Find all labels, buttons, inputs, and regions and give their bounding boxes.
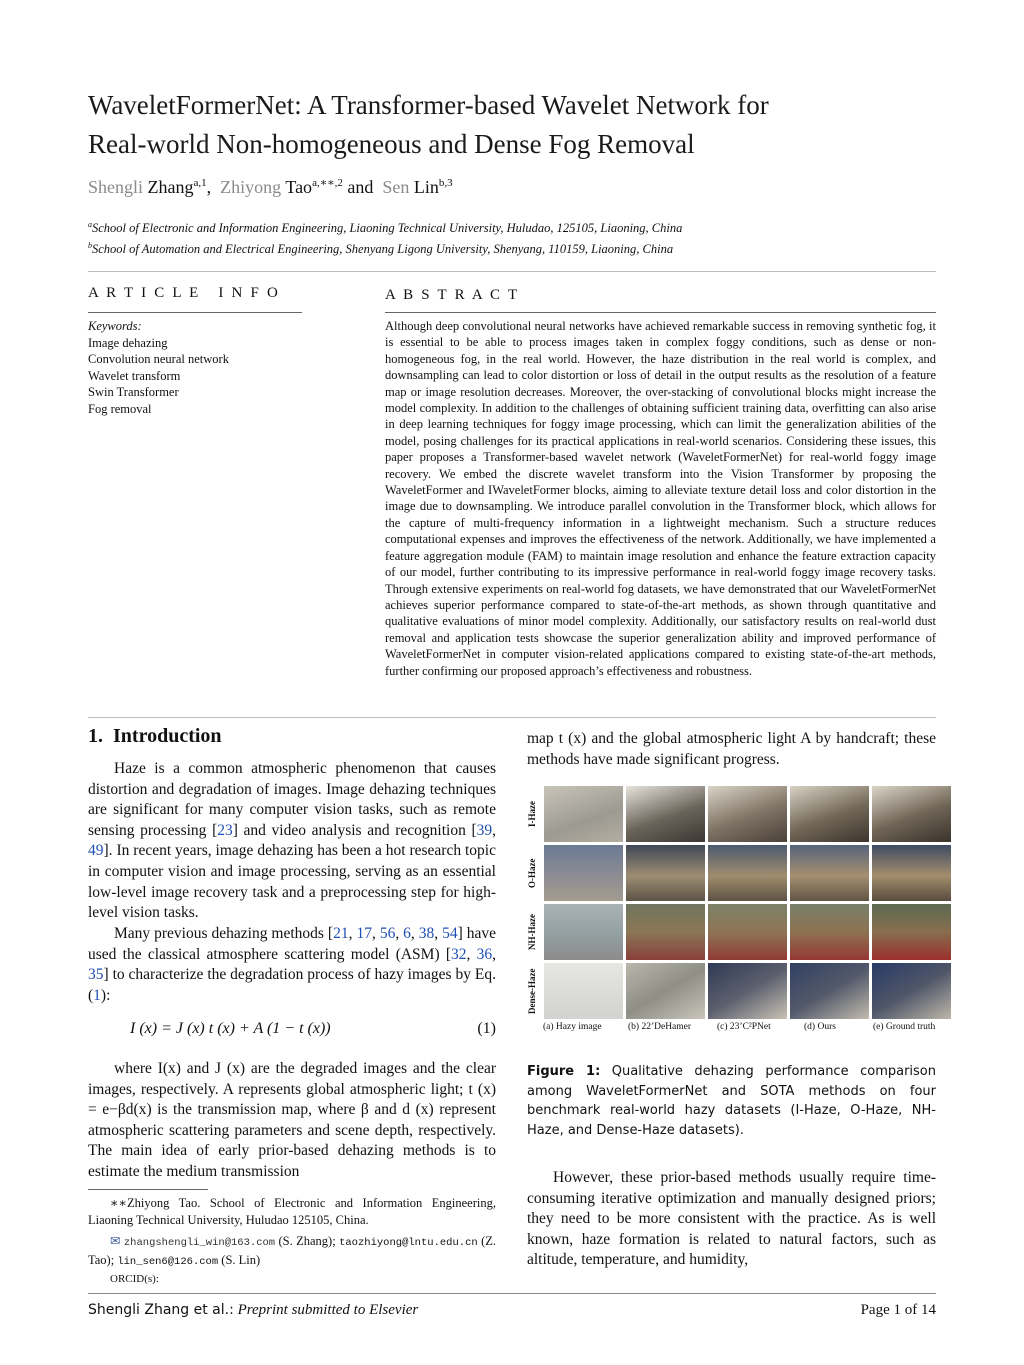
keyword: Fog removal xyxy=(88,401,152,416)
text-run: (S. Zhang); xyxy=(275,1234,340,1248)
intro-right-top: map t (x) and the global atmospheric light A by handcraft; these methods have made significant progress. xyxy=(527,730,936,768)
author-sup: a,∗∗,2 xyxy=(312,177,343,189)
footnote xyxy=(88,1195,496,1288)
text-run: Haze is a common atmospheric phenomenon that causes distortion and degradation of images. Image dehazing techniques are significant for many computer vision tasks, such as remote sensing processing [ xyxy=(88,760,496,839)
title-line-2: Real-world Non-homogeneous and Dense Fog Removal xyxy=(88,129,695,159)
c2pnet-thumb xyxy=(708,963,787,1019)
keywords-label: Keywords: xyxy=(88,319,142,333)
column-label: (b) 22’DeHamer xyxy=(628,1022,692,1032)
paper-title xyxy=(88,86,948,164)
text-run: ] to characterize the degradation process of hazy images by Eq. ( xyxy=(88,966,496,1004)
text-run: (Z. Tao); xyxy=(88,1234,496,1267)
hazy-image-thumb xyxy=(544,904,623,960)
divider xyxy=(385,312,936,313)
text-run: Many previous dehazing methods [ xyxy=(114,925,334,942)
citation-link[interactable]: 23 xyxy=(217,821,233,839)
citation-link[interactable]: 35 xyxy=(88,966,104,984)
dehamer-thumb xyxy=(626,904,705,960)
citation-link[interactable]: 17 xyxy=(356,925,372,942)
hazy-image-thumb xyxy=(544,963,623,1019)
ours-thumb xyxy=(790,904,869,960)
author-sep: , xyxy=(206,177,216,197)
envelope-icon: ✉ xyxy=(110,1234,121,1248)
column-label: (a) Hazy image xyxy=(543,1022,602,1032)
affiliation xyxy=(88,241,673,257)
keyword: Convolution neural network xyxy=(88,352,229,366)
ground-truth-thumb xyxy=(872,904,951,960)
footer-rule xyxy=(88,1293,936,1294)
affiliation-text: School of Automation and Electrical Engineering, Shenyang Ligong University, Shenyang, 110159, Liaoning, China xyxy=(92,242,674,257)
footer-author: Shengli Zhang et al.: xyxy=(88,1302,234,1318)
ground-truth-thumb xyxy=(872,963,951,1019)
author-sup: b,3 xyxy=(438,177,453,189)
orcid-label: ORCID(s): xyxy=(110,1273,159,1285)
citation-link[interactable]: 56 xyxy=(379,925,396,942)
row-label: I-Haze xyxy=(527,801,537,827)
keyword: Image dehazing xyxy=(88,335,168,350)
c2pnet-thumb xyxy=(708,845,787,901)
dehamer-thumb xyxy=(626,963,705,1019)
footnote-emails xyxy=(88,1233,496,1271)
affiliation xyxy=(88,220,682,236)
dehamer-thumb xyxy=(626,845,705,901)
c2pnet-thumb xyxy=(708,904,787,960)
text-run: (S. Lin) xyxy=(218,1253,261,1267)
author-first-name: Sen xyxy=(382,177,410,197)
text-run: ]. In recent years, image dehazing has been a hot research topic in computer vision and image processing, serving as an essential low-level image recovery task and a preprocessing step for high-level vision tasks. xyxy=(88,842,496,922)
email-link[interactable]: taozhiyong@lntu.edu.cn xyxy=(339,1237,478,1249)
equation-number: (1) xyxy=(477,1020,496,1037)
author-sep: and xyxy=(342,177,378,197)
footer-left xyxy=(88,1302,418,1319)
citation-link[interactable]: 6 xyxy=(403,925,411,942)
email-link[interactable]: zhangshengli_win@163.com xyxy=(123,1237,276,1249)
dehamer-thumb xyxy=(626,786,705,842)
author-list xyxy=(88,176,453,198)
citation-link[interactable]: 39 xyxy=(476,821,493,839)
intro-paragraph-2: Many previous dehazing methods [21, 17, 56, 6, 38, 54] have used the classical atmosphere scattering model (ASM) [32, 36, 35] to characterize the degradation process of hazy images by Eq. (1): xyxy=(88,925,497,1004)
affiliation-sup: b xyxy=(88,241,92,250)
column-label: (e) Ground truth xyxy=(873,1022,936,1032)
ours-thumb xyxy=(790,963,869,1019)
equation-body: I (x) = J (x) t (x) + A (1 − t (x)) xyxy=(130,1020,331,1037)
citation-link[interactable]: 49 xyxy=(88,842,104,860)
page-number: Page 1 of 14 xyxy=(860,1302,936,1318)
equation-1 xyxy=(130,1020,496,1038)
section-heading: 1. Introduction xyxy=(88,725,222,747)
intro-paragraph-1: Haze is a common atmospheric phenomenon that causes distortion and degradation of images. Image dehazing techniques are significant for many computer vision tasks, such as remote sensing processing [23] and video analysis and recognition [39, 49]. In recent years, image dehazing has been a hot research topic in computer vision and image processing, serving as an essential low-level image recovery task and a preprocessing step for high-level vision tasks. xyxy=(88,760,496,922)
abstract-text: Although deep convolutional neural networks have achieved remarkable success in removing synthetic fog, it is essential to be able to process images taken in complex foggy conditions, such as dense or non-homogeneous fog, in the real world. However, the haze distribution in the real world is complex, and downsampling can lead to color distortion or loss of detail in the output results as the resolution of a feature map or image resolution decreases. Moreover, the over-stacking of convolutional blocks might increase the model complexity. In addition to the challenges of obtaining sufficient training data, overfitting can also arise in deep learning techniques for foggy image processing, which can limit the generalization abilities of the model, posing challenges for its practical applications in real-world scenarios. Considering these issues, this paper proposes a Transformer-based wavelet network (WaveletFormerNet) for real-world foggy image recovery. We embed the discrete wavelet transform into the Vision Transformer by proposing the WaveletFormer and IWaveletFormer blocks, aiming to alleviate texture detail loss and color distortion in the image due to downsampling. We introduce parallel convolution in the Transformer block, which allows for the capture of multi-frequency information in a lightweight mechanism. Such a structure reduces computational expenses and improves the effectiveness of the network. Additionally, we have implemented a feature aggregation module (FAM) to maintain image resolution and enhance the feature extraction capacity of our model, further contributing to its impressive performance in real-world foggy image recovery tasks. Through extensive experiments on real-world fog datasets, we have demonstrated that our WaveletFormerNet achieves superior performance compared to state-of-the-art methods, as shown through quantitative and qualitative evaluations of minor model complexity. Additionally, our satisfactory results on real-world dust removal and application tests showcase the superior generalization ability and improved performance of WaveletFormerNet in computer vision-related applications compared to existing state-of-the-art methods, further confirming our proposed approach’s effectiveness and robustness. xyxy=(385,319,936,678)
ours-thumb xyxy=(790,845,869,901)
article-info-heading: A R T I C L E I N F O xyxy=(88,285,281,301)
abstract-heading: A B S T R A C T xyxy=(385,287,520,303)
keyword: Swin Transformer xyxy=(88,385,179,399)
footer-preprint: Preprint submitted to Elsevier xyxy=(237,1302,419,1318)
row-label: NH-Haze xyxy=(527,914,537,950)
row-label: Dense-Haze xyxy=(527,968,537,1014)
text-run: ] have used the classical atmosphere scattering model (ASM) [ xyxy=(88,925,497,963)
c2pnet-thumb xyxy=(708,786,787,842)
email-link[interactable]: lin_sen6@126.com xyxy=(117,1256,219,1268)
intro-right-bottom: However, these prior-based methods usually require time-consuming iterative optimization and manually designed priors; they need to be more consistent with the practice. As is well known, haze formation is related to natural factors, such as altitude, temperature, and humidity, xyxy=(527,1169,936,1269)
divider xyxy=(88,271,936,272)
affiliation-text: School of Electronic and Information Engineering, Liaoning Technical University, Huludao, 125105, Liaoning, China xyxy=(92,221,683,236)
caption-text: Qualitative dehazing performance comparison among WaveletFormerNet and SOTA methods on four benchmark real-world hazy datasets (I-Haze, O-Haze, NH-Haze, and Dense-Haze datasets). xyxy=(527,1064,936,1138)
text-run: ): xyxy=(100,986,111,1004)
author-sup: a,1 xyxy=(193,177,207,189)
author-first-name: Shengli xyxy=(88,177,144,197)
footnote-text: ∗∗Zhiyong Tao. School of Electronic and Information Engineering, Liaoning Technical University, Huludao 125105, China. xyxy=(88,1196,496,1227)
column-label: (c) 23’C²PNet xyxy=(717,1022,771,1032)
keyword: Wavelet transform xyxy=(88,368,181,383)
figure-caption xyxy=(527,1062,936,1140)
author-last-name: Zhang xyxy=(147,177,194,197)
column-label: (d) Ours xyxy=(804,1022,836,1032)
keywords-block xyxy=(88,318,303,417)
footnote-rule xyxy=(88,1189,208,1190)
ground-truth-thumb xyxy=(872,845,951,901)
figure-label: Figure 1: xyxy=(527,1064,601,1079)
author-last-name: Tao xyxy=(285,177,313,197)
citation-link[interactable]: 38 xyxy=(418,925,435,942)
citation-link[interactable]: 21 xyxy=(333,925,349,942)
figure-1 xyxy=(527,786,947,1032)
equation-link[interactable]: 1 xyxy=(93,986,101,1004)
divider xyxy=(88,717,936,718)
affiliation-sup: a xyxy=(88,220,92,229)
title-line-1: WaveletFormerNet: A Transformer-based Wavelet Network for xyxy=(88,90,769,120)
row-label: O-Haze xyxy=(527,858,537,888)
hazy-image-thumb xyxy=(544,786,623,842)
hazy-image-thumb xyxy=(544,845,623,901)
text-run: ] and video analysis and recognition [ xyxy=(232,821,477,839)
author-first-name: Zhiyong xyxy=(220,177,282,197)
citation-link[interactable]: 54 xyxy=(442,925,458,942)
divider xyxy=(88,312,302,313)
ours-thumb xyxy=(790,786,869,842)
citation-link[interactable]: 36 xyxy=(476,945,493,963)
ground-truth-thumb xyxy=(872,786,951,842)
citation-link[interactable]: 32 xyxy=(451,945,467,963)
intro-paragraph-3: where I(x) and J (x) are the degraded images and the clear images, respectively. A represents global atmospheric light; t (x) = e−βd(x) is the transmission map, where β and d (x) represent atmospheric scattering parameters and scene depth, respectively. The main idea of early prior-based dehazing methods is to estimate the medium transmission xyxy=(88,1060,496,1180)
author-last-name: Lin xyxy=(413,177,439,197)
